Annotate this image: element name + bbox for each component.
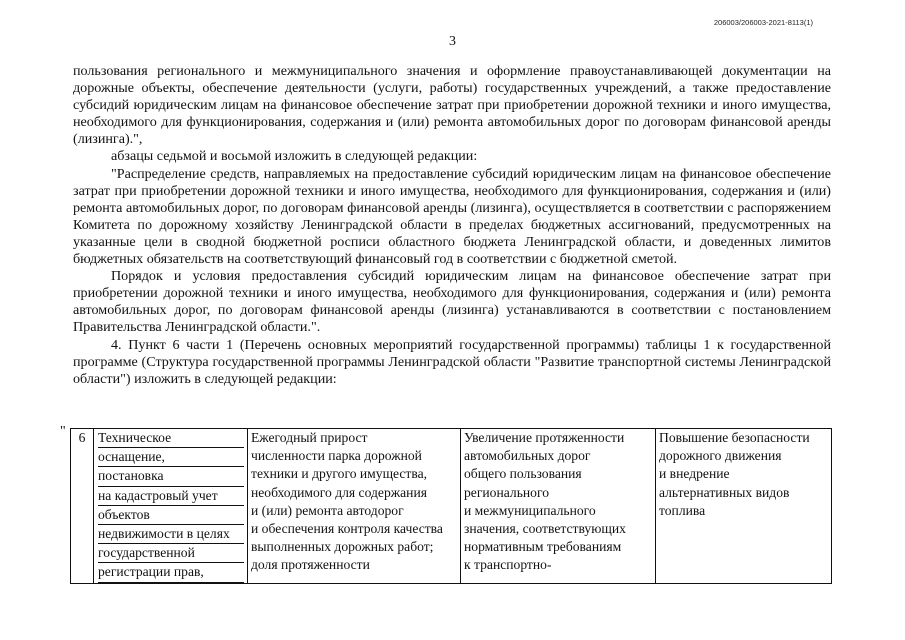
cell-line: автомобильных дорог xyxy=(464,448,591,464)
cell-line: на кадастровый учет xyxy=(98,487,244,506)
paragraph-2: абзацы седьмой и восьмой изложить в следующей редакции: xyxy=(111,148,478,165)
cell-line: к транспортно- xyxy=(464,557,552,573)
cell-line: доля протяженности xyxy=(251,557,370,573)
cell-line: регистрации прав, xyxy=(98,563,244,582)
cell-line: и обеспечения контроля качества xyxy=(251,521,443,537)
cell-line: регионального xyxy=(464,484,549,500)
cell-line: численности парка дорожной xyxy=(251,448,422,464)
cell-line: техники и другого имущества, xyxy=(251,466,428,482)
cell-results xyxy=(461,429,656,584)
cell-line: Техническое xyxy=(98,429,244,448)
paragraph-3: "Распределение средств, направляемых на предоставление субсидий юридическим лицам на финансовое обеспечение затрат при приобретении дорожной техники и иного имущества, необходимого для функционирования, содержания и (или) ремонта автомобильных дорог, по договорам финансовой аренды (лизинга), осуществляется в соответствии с распоряжением Комитета по дорожному хозяйству Ленинградской области в пределах бюджетных ассигнований, предусмотренных на указанные цели в сводной бюджетной росписи областного бюджета Ленинградской области, и доведенных лимитов бюджетных обязательств на соответствующий финансовый год в соответствии с бюджетной сметой. xyxy=(73,165,831,268)
cell-line: выполненных дорожных работ; xyxy=(251,539,434,555)
cell-line: Ежегодный прирост xyxy=(251,430,368,445)
cell-line: оснащение, xyxy=(98,448,244,467)
paragraph-1: пользования регионального и межмуниципального значения и оформление правоустанавливающей документации на дорожные объекты, обеспечение деятельности (услуги, работы) государственных учреждений, а также предоставление субсидий юридическим лицам на финансовое обеспечение затрат при приобретении дорожной техники и иного имущества, необходимого для функционирования, содержания и (или) ремонта автомобильных дорог по договорам финансовой аренды (лизинга).", xyxy=(73,63,831,148)
cell-line: объектов xyxy=(98,506,244,525)
cell-activity xyxy=(94,429,248,584)
row-number: 6 xyxy=(71,429,94,584)
cell-goals xyxy=(656,429,832,584)
cell-line: недвижимости в целях xyxy=(98,525,244,544)
cell-line: постановка xyxy=(98,467,244,486)
program-table xyxy=(70,428,832,584)
cell-line: дорожного движения xyxy=(659,448,782,464)
cell-indicators xyxy=(248,429,461,584)
cell-line: Увеличение протяженности xyxy=(464,430,625,445)
document-id: 206003/206003-2021-8113(1) xyxy=(713,18,813,27)
cell-line: государственной xyxy=(98,544,244,563)
document-body xyxy=(73,63,831,388)
cell-line: нормативным требованиям xyxy=(464,539,622,555)
cell-line: значения, соответствующих xyxy=(464,521,626,537)
page-number: 3 xyxy=(449,34,456,49)
table-row xyxy=(71,429,832,584)
cell-line: общего пользования xyxy=(464,466,582,482)
paragraph-4: Порядок и условия предоставления субсидий юридическим лицам на финансовое обеспечение затрат при приобретении дорожной техники и иного имущества, необходимого для функционирования, содержания и (или) ремонта автомобильных дорог, по договорам финансовой аренды (лизинга) устанавливаются в соответствии с постановлением Правительства Ленинградской области.". xyxy=(73,268,831,336)
cell-line: альтернативных видов xyxy=(659,484,790,500)
cell-line: и межмуниципального xyxy=(464,502,596,518)
table-open-quote: " xyxy=(60,424,66,439)
cell-line: необходимого для содержания xyxy=(251,484,427,500)
cell-line: и внедрение xyxy=(659,466,730,482)
cell-line: и (или) ремонта автодорог xyxy=(251,502,404,518)
cell-line: Повышение безопасности xyxy=(659,430,810,445)
cell-line: топлива xyxy=(659,502,706,518)
paragraph-5: 4. Пункт 6 части 1 (Перечень основных мероприятий государственной программы) таблицы 1 к государственной программе (Структура государственной программы Ленинградской области "Развитие транспортной системы Ленинградской области") изложить в следующей редакции: xyxy=(73,336,831,387)
